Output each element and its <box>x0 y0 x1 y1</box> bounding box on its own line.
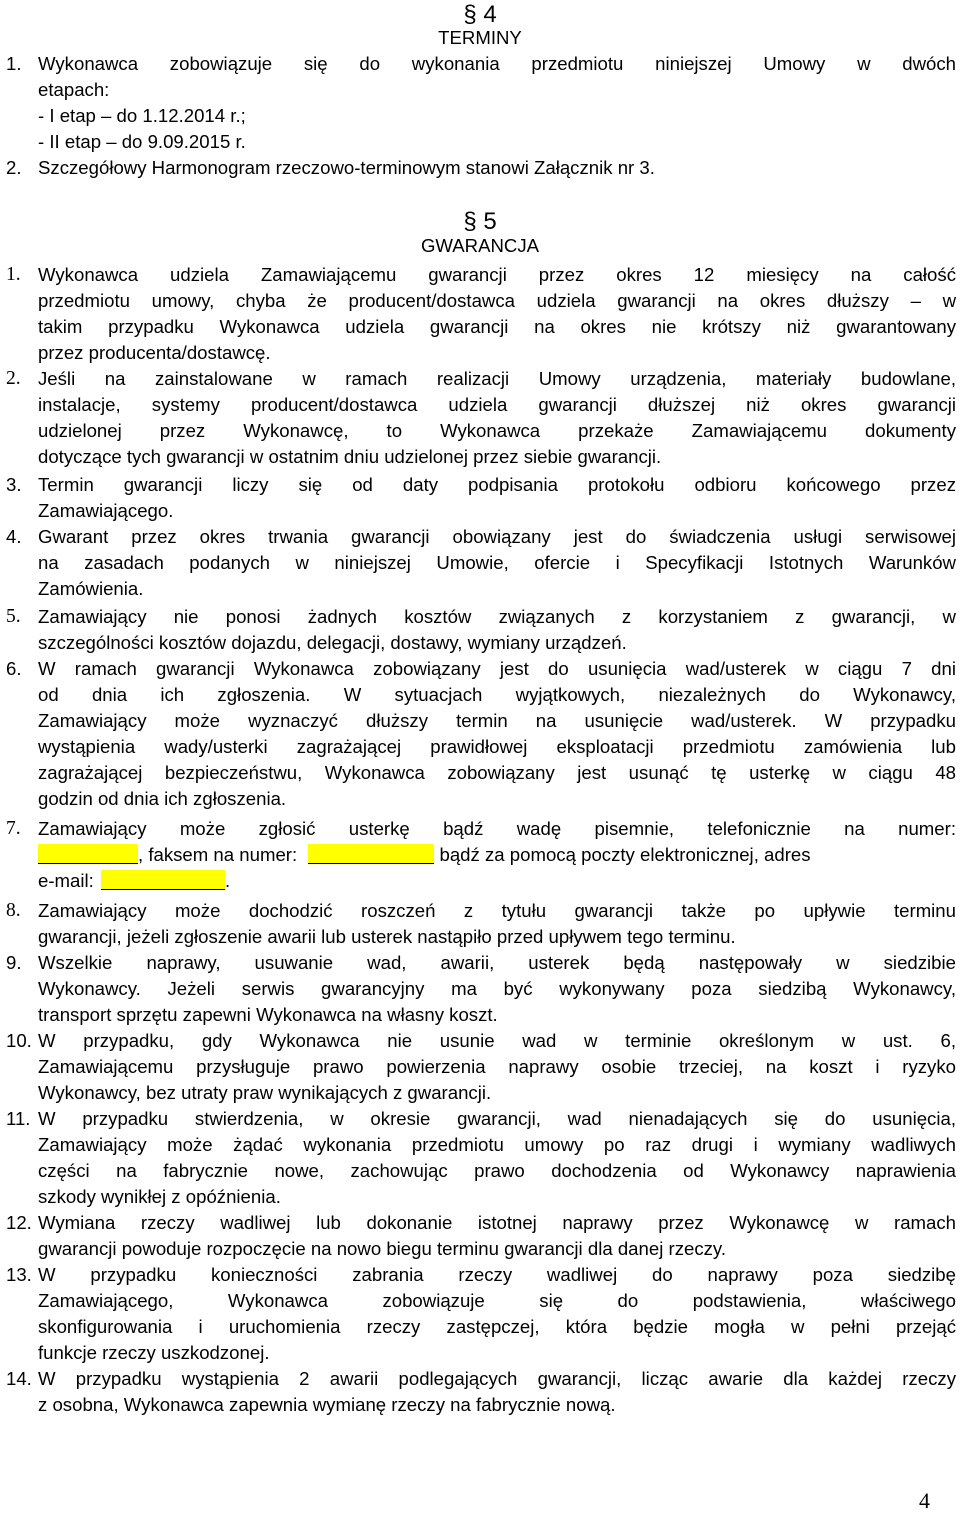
s5-item-13-line-4: funkcje rzeczy uszkodzonej. <box>38 1342 270 1363</box>
s5-item-9-line-1: Wszelkie naprawy, usuwanie wad, awarii, usterek będą następowały w siedzibie <box>38 952 956 973</box>
s5-item-13-line-2: Zamawiającego, Wykonawca zobowiązuje się do podstawienia, właściwego <box>38 1290 956 1311</box>
s5-item-6-line-1: W ramach gwarancji Wykonawca zobowiązany jest do usunięcia wad/usterek w ciągu 7 dni <box>38 658 956 679</box>
s5-item-3-number: 3. <box>6 474 22 495</box>
s5-item-11-line-2: Zamawiający może żądać wykonania przedmiotu umowy po raz drugi i wymiany wadliwych <box>38 1134 956 1155</box>
s5-item-1-line-2: przedmiotu umowy, chyba że producent/dostawca udziela gwarancji na okres dłuższy – w <box>38 290 956 311</box>
s5-item-6-line-5: zagrażającej bezpieczeństwu, Wykonawca zobowiązany jest usunąć tę usterkę w ciągu 48 <box>38 762 956 783</box>
s5-item-9-line-2: Wykonawcy. Jeżeli serwis gwarancyjny ma być wykonywany poza siedzibą Wykonawcy, <box>38 978 956 999</box>
s5-item-10-number: 10. <box>6 1030 32 1051</box>
s5-item-11-line-3: części na fabrycznie nowe, zachowując prawo dochodzenia od Wykonawcy naprawienia <box>38 1160 956 1181</box>
fax-number-blank <box>308 844 434 864</box>
s5-item-12-line-2: gwarancji powoduje rozpoczęcie na nowo biegu terminu gwarancji dla danej rzeczy. <box>38 1238 727 1259</box>
s5-item-9-number: 9. <box>6 952 22 973</box>
s5-item-6-line-4: wystąpienia wady/usterki zagrażającej prawidłowej eksploatacji przedmiotu zamówienia lub <box>38 736 956 757</box>
s5-item-4-line-2: na zasadach podanych w niniejszej Umowie, ofercie i Specyfikacji Istotnych Warunków <box>38 552 956 573</box>
s5-item-3-line-1: Termin gwarancji liczy się od daty podpisania protokołu odbioru końcowego przez <box>38 474 956 495</box>
s5-item-10-line-1: W przypadku, gdy Wykonawca nie usunie wad w terminie określonym w ust. 6, <box>38 1030 956 1051</box>
s5-item-8-number: 8. <box>6 900 21 921</box>
s5-item-7-number: 7. <box>6 818 21 839</box>
s5-item-2-line-2: instalacje, systemy producent/dostawca udziela gwarancji dłuższej niż okres gwarancji <box>38 394 956 415</box>
s5-item-13-line-1: W przypadku konieczności zabrania rzeczy wadliwej do naprawy poza siedzibę <box>38 1264 956 1285</box>
s5-item-13-line-3: skonfigurowania i uruchomienia rzeczy zastępczej, która będzie mogła w pełni przejąć <box>38 1316 956 1337</box>
s4-item-1-line-3: - I etap – do 1.12.2014 r.; <box>38 105 246 126</box>
s5-item-14-number: 14. <box>6 1368 32 1389</box>
s5-item-12-number: 12. <box>6 1212 32 1233</box>
section-5-title: GWARANCJA <box>420 235 540 256</box>
s5-item-7-line-2: , faksem na numer: bądź za pomocą poczty elektronicznej, adres <box>38 842 956 868</box>
phone-number-blank <box>38 844 138 864</box>
s5-item-2-line-1: Jeśli na zainstalowane w ramach realizacji Umowy urządzenia, materiały budowlane, <box>38 368 956 389</box>
s5-item-4-number: 4. <box>6 526 22 547</box>
s5-item-3-line-2: Zamawiającego. <box>38 500 174 521</box>
s5-item-1-line-4: przez producenta/dostawcę. <box>38 342 271 363</box>
s5-item-6-line-2: od dnia ich zgłoszenia. W sytuacjach wyjątkowych, niezależnych do Wykonawcy, <box>38 684 956 705</box>
s5-item-7-line-3: e-mail: . <box>38 870 231 891</box>
s5-item-1-line-1: Wykonawca udziela Zamawiającemu gwarancji przez okres 12 miesięcy na całość <box>38 264 956 285</box>
s4-item-1-line-1: Wykonawca zobowiązuje się do wykonania przedmiotu niniejszej Umowy w dwóch <box>38 53 956 74</box>
s5-item-4-line-1: Gwarant przez okres trwania gwarancji obowiązany jest do świadczenia usługi serwisowej <box>38 526 956 547</box>
s5-item-11-number: 11. <box>6 1108 31 1129</box>
s5-item-6-line-6: godzin od dnia ich zgłoszenia. <box>38 788 287 809</box>
s5-item-9-line-3: transport sprzętu zapewni Wykonawca na własny koszt. <box>38 1004 498 1025</box>
s5-item-10-line-3: Wykonawcy, bez utraty praw wynikających z gwarancji. <box>38 1082 492 1103</box>
section-4-title: TERMINY <box>438 27 522 48</box>
page-number: 4 <box>919 1488 930 1513</box>
s5-item-14-line-1: W przypadku wystąpienia 2 awarii podlegających gwarancji, licząc awarie dla każdej rzeczy <box>38 1368 956 1389</box>
s5-item-6-line-3: Zamawiający może wyznaczyć dłuższy termin na usunięcie wad/usterek. W przypadku <box>38 710 956 731</box>
s5-item-2-line-3: udzielonej przez Wykonawcę, to Wykonawca przekaże Zamawiającemu dokumenty <box>38 420 956 441</box>
s5-item-4-line-3: Zamówienia. <box>38 578 144 599</box>
s4-item-2-number: 2. <box>6 157 22 178</box>
s5-item-5-number: 5. <box>6 606 21 627</box>
s5-item-6-number: 6. <box>6 658 22 679</box>
s5-item-5-line-2: szczególności kosztów dojazdu, delegacji, dostawy, wymiany urządzeń. <box>38 632 627 653</box>
s5-item-8-line-2: gwarancji, jeżeli zgłoszenie awarii lub usterek nastąpiło przed upływem tego terminu. <box>38 926 736 947</box>
s5-item-13-number: 13. <box>6 1264 32 1285</box>
s5-item-1-number: 1. <box>6 264 21 285</box>
s4-item-1-number: 1. <box>6 53 22 74</box>
s5-item-2-number: 2. <box>6 368 21 389</box>
section-5-sign: § 5 <box>463 208 497 235</box>
s4-item-1-line-2: etapach: <box>38 79 110 100</box>
s5-item-1-line-3: takim przypadku Wykonawca udziela gwarancji na okres nie krótszy niż gwarantowany <box>38 316 956 337</box>
email-address-blank <box>101 870 225 890</box>
s5-item-11-line-1: W przypadku stwierdzenia, w okresie gwarancji, wad nienadających się do usunięcia, <box>38 1108 956 1129</box>
section-4-sign: § 4 <box>463 1 497 28</box>
s5-item-8-line-1: Zamawiający może dochodzić roszczeń z tytułu gwarancji także po upływie terminu <box>38 900 956 921</box>
s5-item-12-line-1: Wymiana rzeczy wadliwej lub dokonanie istotnej naprawy przez Wykonawcę w ramach <box>38 1212 956 1233</box>
s4-item-1-line-4: - II etap – do 9.09.2015 r. <box>38 131 246 152</box>
s5-item-5-line-1: Zamawiający nie ponosi żadnych kosztów związanych z korzystaniem z gwarancji, w <box>38 606 956 627</box>
s5-item-11-line-4: szkody wynikłej z opóźnienia. <box>38 1186 281 1207</box>
s5-item-2-line-4: dotyczące tych gwarancji w ostatnim dniu udzielonej przez siebie gwarancji. <box>38 446 662 467</box>
s4-item-2-line-1: Szczegółowy Harmonogram rzeczowo-terminowym stanowi Załącznik nr 3. <box>38 157 655 178</box>
s5-item-10-line-2: Zamawiającemu przysługuje prawo powierzenia naprawy osobie trzeciej, na koszt i ryzyko <box>38 1056 956 1077</box>
s5-item-7-line-1: Zamawiający może zgłosić usterkę bądź wadę pisemnie, telefonicznie na numer: <box>38 818 956 839</box>
s5-item-14-line-2: z osobna, Wykonawca zapewnia wymianę rzeczy na fabrycznie nową. <box>38 1394 616 1415</box>
